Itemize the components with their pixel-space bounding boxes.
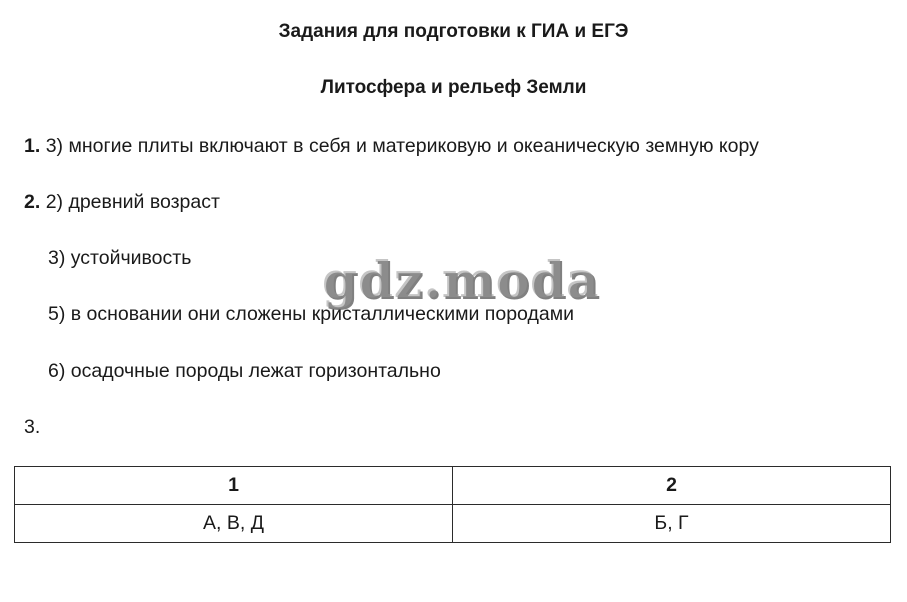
table-cell: Б, Г: [453, 505, 891, 543]
answer-text: 5) в основании они сложены кристаллическими породами: [48, 303, 574, 325]
answer-text: 2) древний возраст: [45, 191, 220, 213]
answer-text: 3) многие плиты включают в себя и материковую и океаническую земную кору: [45, 135, 759, 157]
page-subtitle: Литосфера и рельеф Земли: [320, 77, 587, 98]
answer-number: 2.: [24, 191, 41, 213]
table-header-cell: 1: [15, 467, 453, 505]
answer-text: 3) устойчивость: [48, 247, 192, 269]
table-header-cell: 2: [453, 467, 891, 505]
answer-number: 3.: [24, 416, 41, 438]
answer-2-option: [48, 359, 441, 383]
watermark-logo: gdz.moda: [322, 250, 600, 309]
answer-2: [24, 190, 220, 214]
answer-table: [14, 466, 891, 543]
answer-3: [24, 415, 40, 439]
table-header-row: [15, 467, 891, 505]
answer-2-option: [48, 246, 191, 270]
page-title: Задания для подготовки к ГИА и ЕГЭ: [278, 21, 629, 42]
answer-1: [24, 134, 759, 158]
answer-number: 1.: [24, 135, 41, 157]
table-cell: А, В, Д: [15, 505, 453, 543]
table-row: [15, 505, 891, 543]
answer-text: 6) осадочные породы лежат горизонтально: [48, 360, 441, 382]
